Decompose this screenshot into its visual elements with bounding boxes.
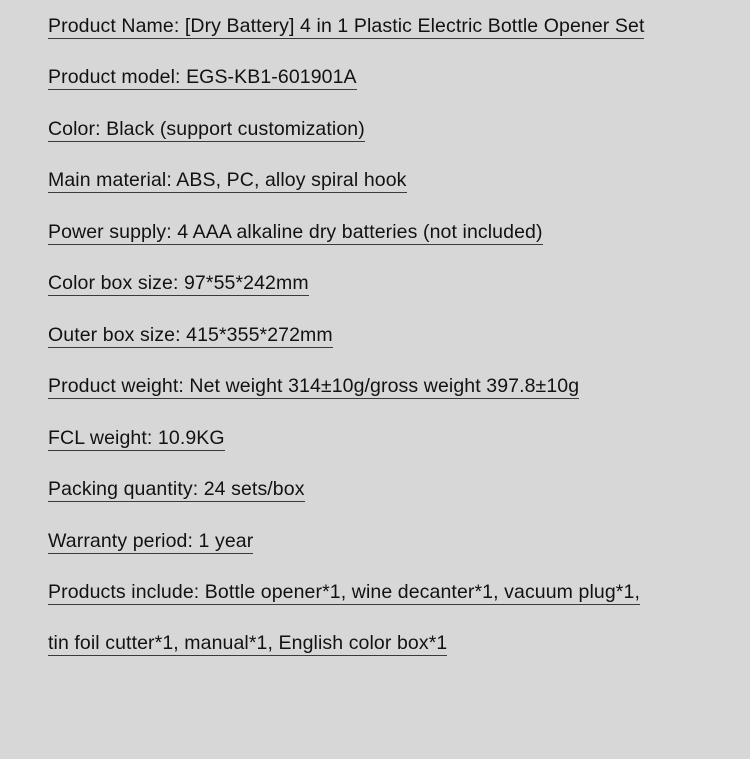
spec-text: Product Name: [Dry Battery] 4 in 1 Plastic Electric Bottle Opener Set bbox=[48, 15, 645, 37]
spec-line-products-include-continued bbox=[48, 631, 720, 656]
spec-line-outer-box-size bbox=[48, 323, 720, 348]
spec-text: Warranty period: 1 year bbox=[48, 529, 254, 552]
spec-text: Outer box size: 415*355*272mm bbox=[48, 323, 333, 346]
specification-list bbox=[48, 14, 720, 656]
spec-line-main-material bbox=[48, 168, 720, 193]
spec-line-warranty-period bbox=[48, 529, 720, 554]
spec-line-color-box-size bbox=[48, 271, 720, 296]
spec-text: Main material: ABS, PC, alloy spiral hook bbox=[48, 169, 407, 192]
spec-line-color bbox=[48, 117, 720, 142]
spec-line-fcl-weight bbox=[48, 426, 720, 451]
spec-line-packing-quantity bbox=[48, 477, 720, 502]
spec-text: Color: Black (support customization) bbox=[48, 117, 365, 140]
spec-line-product-weight bbox=[48, 374, 720, 399]
spec-text: Products include: Bottle opener*1, wine decanter*1, vacuum plug*1, bbox=[48, 580, 640, 603]
spec-text: FCL weight: 10.9KG bbox=[48, 426, 225, 449]
spec-text: tin foil cutter*1, manual*1, English color box*1 bbox=[48, 631, 448, 654]
spec-text: Product weight: Net weight 314±10g/gross weight 397.8±10g bbox=[48, 375, 580, 398]
spec-line-power-supply bbox=[48, 220, 720, 245]
spec-line-product-name bbox=[48, 14, 720, 39]
spec-text: Packing quantity: 24 sets/box bbox=[48, 478, 305, 501]
spec-text: Color box size: 97*55*242mm bbox=[48, 272, 309, 295]
spec-line-product-model bbox=[48, 65, 720, 90]
spec-text: Power supply: 4 AAA alkaline dry batteries (not included) bbox=[48, 220, 543, 243]
spec-line-products-include bbox=[48, 580, 720, 605]
spec-text: Product model: EGS-KB1-601901A bbox=[48, 66, 357, 89]
